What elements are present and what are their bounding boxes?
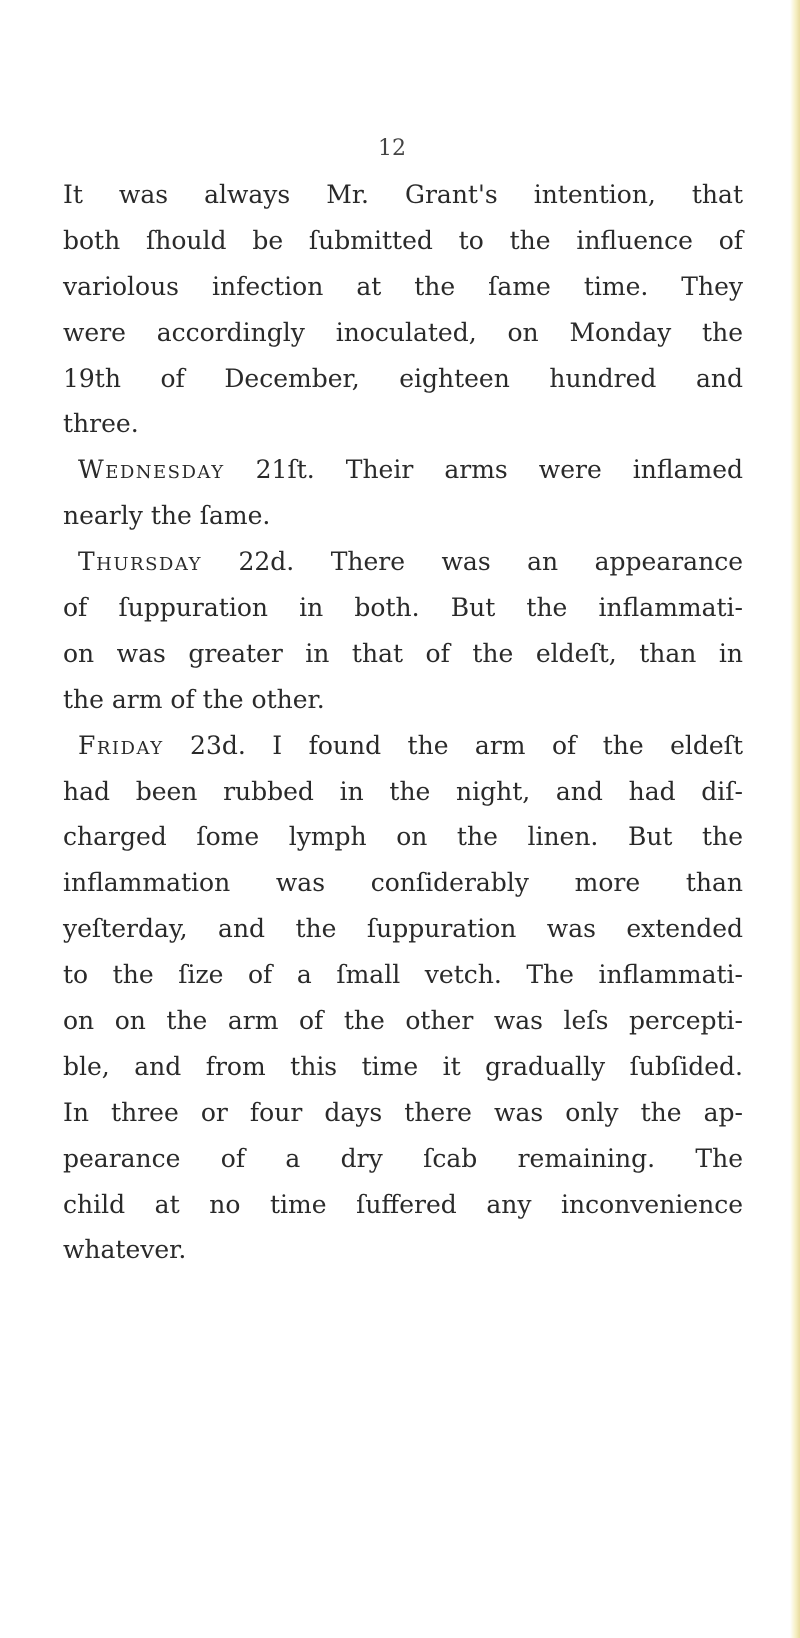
text-line: In three or four days there was only the ap- [63, 1097, 743, 1127]
text-line: ble, and from this time it gradually ſubſided. [63, 1051, 743, 1081]
text-line: inflammation was conſiderably more than [63, 868, 743, 898]
entry-text: 21ſt. Their arms were inflamed [224, 455, 743, 485]
page-edge [790, 0, 800, 1638]
text-line: pearance of a dry ſcab remaining. The [63, 1143, 743, 1173]
text-line: variolous infection at the ſame time. They [63, 271, 743, 301]
entry-line-thursday [63, 539, 743, 585]
text-line: charged ſome lymph on the linen. But the [63, 822, 743, 852]
day-heading: Thursday [78, 547, 203, 577]
text-line: It was always Mr. Grant's intention, that [63, 180, 743, 209]
day-heading: Friday [78, 730, 164, 760]
page-number: 12 [378, 136, 406, 161]
entry-line-friday [63, 723, 743, 769]
text-line: on was greater in that of the eldeſt, than in [63, 638, 743, 668]
text-line: on on the arm of the other was leſs percepti- [63, 1006, 743, 1036]
entry-line-wednesday [63, 447, 743, 493]
text-line: whatever. [63, 1235, 187, 1265]
text-line: three. [63, 409, 139, 439]
entry-text: 22d. There was an appearance [202, 547, 743, 577]
text-line: were accordingly inoculated, on Monday the [63, 317, 743, 347]
text-line: 19th of December, eighteen hundred and [63, 363, 743, 393]
entry-text: 23d. I found the arm of the eldeſt [163, 730, 743, 760]
body-text [63, 172, 743, 1273]
text-line: of ſuppuration in both. But the inflammati- [63, 593, 743, 623]
day-heading: Wednesday [78, 455, 225, 485]
text-line: had been rubbed in the night, and had diſ- [63, 776, 743, 806]
text-line: child at no time ſuffered any inconvenience [63, 1189, 743, 1219]
text-line: to the ſize of a ſmall vetch. The inflammati- [63, 960, 743, 990]
text-line: nearly the ſame. [63, 501, 271, 531]
text-line: the arm of the other. [63, 684, 325, 714]
text-line: both ſhould be ſubmitted to the influence of [63, 225, 743, 255]
text-line: yeſterday, and the ſuppuration was extended [63, 914, 743, 944]
